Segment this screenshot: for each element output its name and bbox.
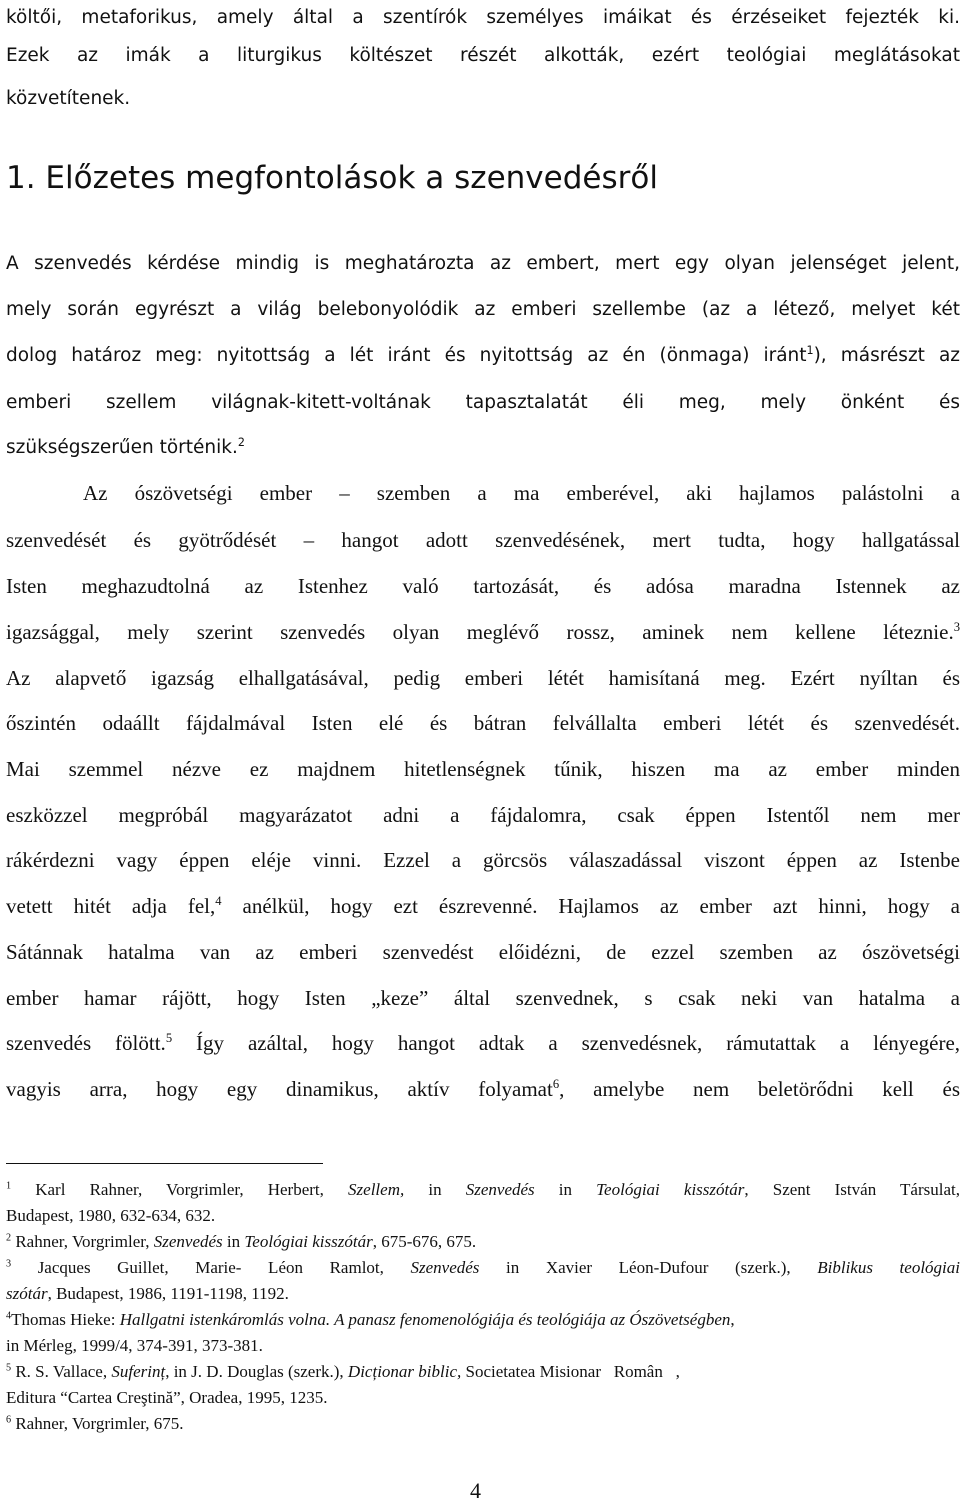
text-span: Societatea Misionar Român ,: [461, 1362, 680, 1381]
text-span: in: [534, 1180, 597, 1199]
text-line: Ezek az imák a liturgikus költészet részét alkották, ezért teológiai meglátásokat: [6, 45, 960, 66]
footnote-3-cont: [6, 1281, 960, 1307]
italic-span: Teológiai kisszótár: [244, 1232, 373, 1251]
text-span: R. S. Vallace,: [11, 1362, 112, 1381]
text-span: in: [404, 1180, 466, 1199]
italic-span: Biblikus teológiai: [817, 1258, 960, 1277]
italic-span: Hallgatni istenkáromlás volna. A panasz fenomenológiája és teológiája az Ószövetségben: [119, 1310, 731, 1329]
text-line: Az ószövetségi ember – szemben a ma emberével, aki hajlamos palástolni a: [83, 481, 960, 505]
text-span: vagyis arra, hogy egy dinamikus, aktív folyamat: [6, 1077, 553, 1101]
footnote-3: [6, 1255, 960, 1281]
footnote-number: 6: [6, 1414, 12, 1426]
text-span: in: [222, 1232, 245, 1251]
footnote-2: [6, 1229, 960, 1255]
text-line: eszközzel megpróbál magyarázatot adni a fájdalomra, csak éppen Istentől nem mer: [6, 803, 960, 827]
text-span: Így azáltal, hogy hangot adtak a szenvedésnek, rámutattak a lényegére,: [172, 1031, 960, 1055]
italic-span: Szenvedés: [410, 1258, 480, 1277]
text-span: Rahner, Vorgrimler,: [11, 1232, 154, 1251]
text-span: , amelybe nem beletörődni kell és: [559, 1077, 960, 1101]
text-line: Mai szemmel nézve ez majdnem hitetlenségnek tűnik, hiszen ma az ember minden: [6, 757, 960, 781]
italic-span: Szenvedés: [465, 1180, 535, 1199]
italic-span: Teológiai kisszótár: [596, 1180, 745, 1199]
text-line: [6, 341, 960, 371]
text-span: Karl Rahner, Vorgrimler, Herbert,: [11, 1180, 349, 1199]
section-heading: 1. Előzetes megfontolások a szenvedésről: [6, 160, 658, 196]
text-line: [6, 433, 960, 463]
footnote-separator: [6, 1163, 323, 1164]
italic-span: Suferinț: [111, 1362, 166, 1381]
footnote-ref[interactable]: 6: [552, 1077, 560, 1091]
footnote-number: 2: [6, 1232, 12, 1244]
text-line: Isten meghazudtolná az Istenhez való tartozását, és adósa maradna Istennek az: [6, 574, 960, 598]
footnote-5: [6, 1359, 960, 1385]
text-line: [6, 1074, 960, 1104]
text-line: Az alapvető igazság elhallgatásával, pedig emberi létét hamisítaná meg. Ezért nyíltan és: [6, 666, 960, 690]
text-span: szükségszerűen történik.: [6, 437, 238, 458]
text-line: emberi szellem világnak-kitett-voltának tapasztalatát éli meg, mely önként és: [6, 392, 960, 413]
footnote-ref[interactable]: 2: [237, 435, 245, 449]
footnote-ref[interactable]: 4: [215, 894, 222, 908]
footnote-ref[interactable]: 1: [806, 343, 814, 357]
page-number: 4: [470, 1478, 481, 1503]
footnote-1-cont: Budapest, 1980, 632-634, 632.: [6, 1206, 216, 1225]
text-line: költői, metaforikus, amely által a szentírók személyes imáikat és érzéseiket fejezték ki.: [6, 7, 960, 28]
footnote-number: 5: [6, 1362, 12, 1374]
text-span: Rahner, Vorgrimler, 675.: [11, 1414, 184, 1433]
footnote-4-cont: in Mérleg, 1999/4, 374-391, 373-381.: [6, 1336, 263, 1355]
footnote-ref[interactable]: 3: [953, 620, 960, 634]
text-line: [6, 1028, 960, 1058]
footnote-6: [6, 1411, 960, 1437]
italic-span: szótár: [6, 1284, 48, 1303]
text-span: Jacques Guillet, Marie- Léon Ramlot,: [11, 1258, 411, 1277]
text-span: Thomas Hieke:: [11, 1310, 120, 1329]
footnote-number: 3: [6, 1258, 12, 1270]
text-line: őszintén odaállt fájdalmával Isten elé és bátran felvállalta emberi létét és szenvedését.: [6, 711, 960, 735]
text-span: szenvedés fölött.: [6, 1031, 166, 1055]
italic-span: Szellem,: [348, 1180, 405, 1199]
text-span: , in J. D. Douglas (szerk.),: [165, 1362, 348, 1381]
footnote-5-cont: Editura “Cartea Creştină”, Oradea, 1995, 1235.: [6, 1388, 328, 1407]
text-span: , Szent István Társulat,: [744, 1180, 960, 1199]
text-span: igazsággal, mely szerint szenvedés olyan meglévő rossz, aminek nem kellene léteznie.: [6, 620, 954, 644]
text-line: Sátánnak hatalma van az emberi szenvedést előidézni, de ezzel szemben az ószövetségi: [6, 940, 960, 964]
text-line: mely során egyrészt a világ belebonyolódik az emberi szellembe (az a létező, melyet két: [6, 299, 960, 320]
footnote-number: 4: [6, 1310, 12, 1322]
text-line: ember hamar rájött, hogy Isten „keze” által szenvednek, s csak neki van hatalma a: [6, 986, 960, 1010]
text-span: dolog határoz meg: nyitottság a lét iránt és nyitottság az én (önmaga) iránt: [6, 345, 807, 366]
text-line: [6, 617, 960, 647]
text-span: in Xavier Léon-Dufour (szerk.),: [479, 1258, 818, 1277]
text-line: [6, 891, 960, 921]
text-line: szenvedését és gyötrődését – hangot adott szenvedésének, mert tudta, hogy hallgatással: [6, 528, 960, 552]
text-line: közvetítenek.: [6, 88, 131, 109]
text-span: vetett hitét adja fel,: [6, 894, 216, 918]
text-span: anélkül, hogy ezt észrevenné. Hajlamos az ember azt hinni, hogy a: [221, 894, 960, 918]
text-span: ,: [730, 1310, 735, 1329]
text-line: A szenvedés kérdése mindig is meghatározta az embert, mert egy olyan jelenséget jelent,: [6, 253, 960, 274]
italic-span: Szenvedés: [153, 1232, 223, 1251]
italic-span: Dicționar biblic,: [347, 1362, 462, 1381]
footnote-ref[interactable]: 5: [165, 1031, 173, 1045]
footnote-4: [6, 1307, 960, 1333]
text-span: ), másrészt az: [813, 345, 960, 366]
text-span: , 675-676, 675.: [372, 1232, 477, 1251]
text-line: rákérdezni vagy éppen eléje vinni. Ezzel a görcsös válaszadással viszont éppen az Istenbe: [6, 848, 960, 872]
text-span: , Budapest, 1986, 1191-1198, 1192.: [47, 1284, 289, 1303]
footnote-number: 1: [6, 1180, 12, 1192]
footnote-1: [6, 1177, 960, 1203]
